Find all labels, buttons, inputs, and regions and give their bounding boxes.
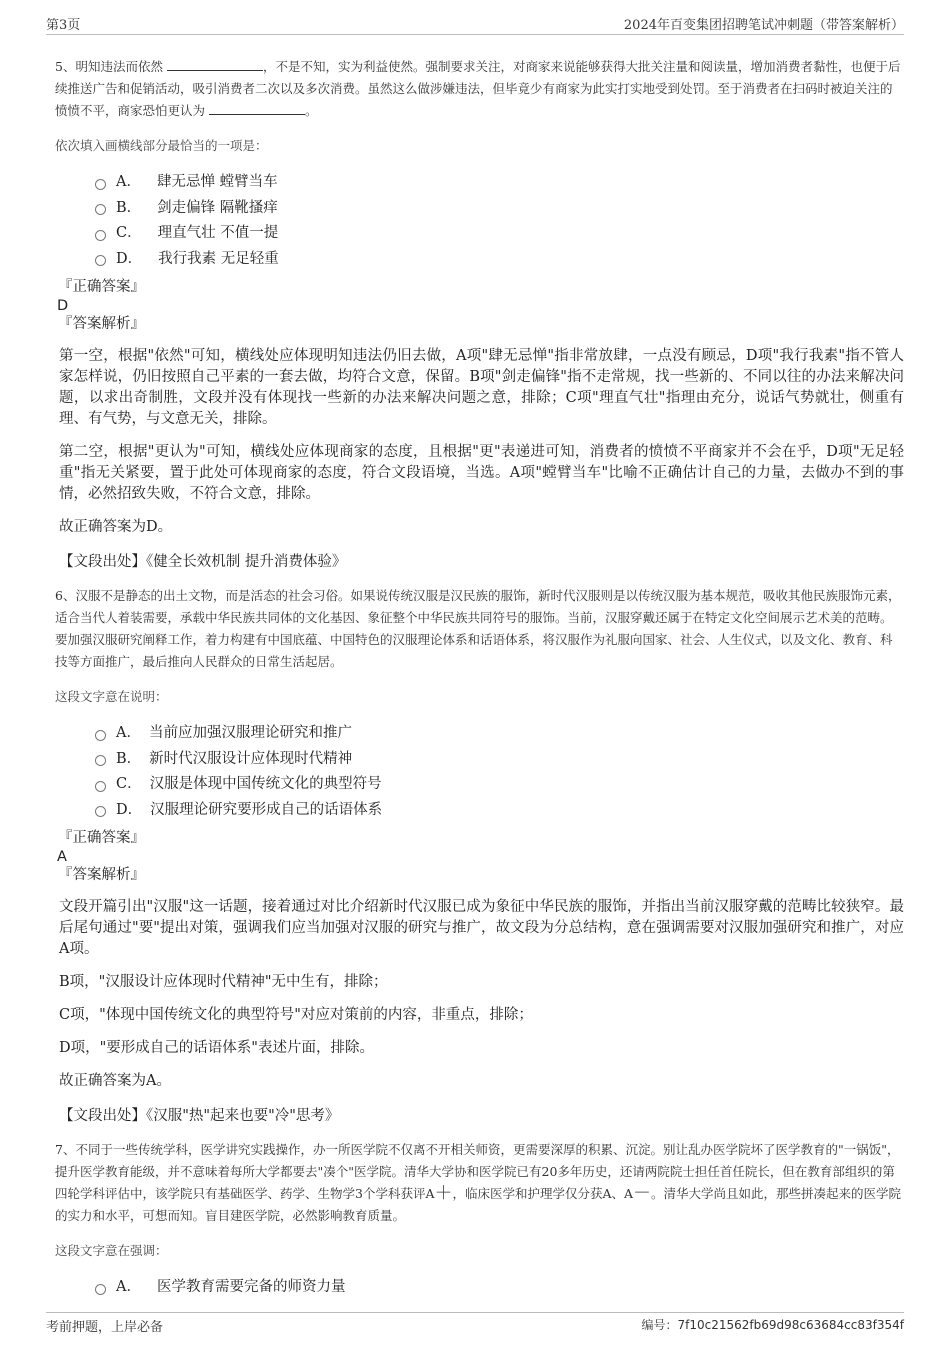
page-footer — [46, 1312, 904, 1339]
radio-button[interactable] — [95, 730, 106, 741]
question-7 — [55, 1139, 904, 1301]
analysis-conclusion: 故正确答案为A。 — [59, 1073, 171, 1089]
radio-button[interactable] — [95, 255, 106, 266]
blank-line — [167, 58, 263, 71]
radio-button[interactable] — [95, 204, 106, 215]
question-6 — [55, 585, 904, 1127]
analysis-paragraph: 文段开篇引出"汉服"这一话题，接着通过对比介绍新时代汉服已成为象征中华民族的服饰，并指出当前汉服穿戴的范畴比较狭窄。最后尾句通过"要"提出对策，强调我们应当加强对汉服的研究与推广，故文段为分总结构，意在强调需要对汉服加强研究和推广，对应A项。 — [59, 899, 904, 957]
option-a[interactable]: A． 肆无忌惮 螳臂当车 — [95, 170, 904, 196]
option-list — [95, 721, 904, 823]
radio-button[interactable] — [95, 179, 106, 190]
page-header — [46, 10, 904, 35]
option-b[interactable]: B． 新时代汉服设计应体现时代精神 — [95, 747, 904, 773]
option-list — [95, 1275, 904, 1301]
radio-button[interactable] — [95, 806, 106, 817]
page-content — [55, 56, 904, 1307]
answer-tag: 『正确答案』 — [58, 279, 145, 295]
question-prompt: 这段文字意在说明： — [55, 689, 168, 704]
option-list — [95, 170, 904, 272]
question-stem: 5、明知违法而依然 ，不是不知，实为利益使然。强制要求关注，对商家来说能够获得大批关注量和阅读量，增加消费者黏性，也便于后续推送广告和促销活动，吸引消费者二次以及多次消费。虽然这么做涉嫌违法，但毕竟少有商家为此实打实地受到处罚。至于消费者在扫码时被迫关注的愤愤不平，商家恐怕更认为 。 — [55, 59, 901, 118]
analysis-paragraph: C项，"体现中国传统文化的典型符号"对应对策前的内容，非重点，排除； — [59, 1007, 533, 1023]
footer-slogan: 考前押题，上岸必备 — [46, 1320, 164, 1335]
option-b[interactable]: B． 剑走偏锋 隔靴搔痒 — [95, 196, 904, 222]
question-prompt: 这段文字意在强调： — [55, 1243, 168, 1258]
analysis-paragraph: B项，"汉服设计应体现时代精神"无中生有，排除； — [59, 974, 388, 990]
document-title: 2024年百变集团招聘笔试冲刺题（带答案解析） — [623, 18, 904, 33]
analysis-paragraph: D项，"要形成自己的话语体系"表述片面，排除。 — [59, 1040, 374, 1056]
analysis-tag: 『答案解析』 — [58, 316, 145, 332]
analysis-conclusion: 故正确答案为D。 — [59, 519, 173, 535]
answer-tag: 『正确答案』 — [58, 830, 145, 846]
analysis-paragraph: 第一空，根据"依然"可知，横线处应体现明知违法仍旧去做，A项"肆无忌惮"指非常放肆，一点没有顾忌，D项"我行我素"指不管人家怎样说，仍旧按照自己平素的一套去做，均符合文意，保留。B项"剑走偏锋"指不走常规，找一些新的、不同以往的办法来解决问题，以求出奇制胜，文段并没有体现找一些新的办法来解决问题之意，排除；C项"理直气壮"指理由充分，说话气势就壮，侧重有理、有气势，与文意无关，排除。 — [59, 348, 904, 427]
question-prompt: 依次填入画横线部分最恰当的一项是： — [55, 138, 268, 153]
option-c[interactable]: C． 汉服是体现中国传统文化的典型符号 — [95, 772, 904, 798]
option-d[interactable]: D． 我行我素 无足轻重 — [95, 247, 904, 273]
radio-button[interactable] — [95, 781, 106, 792]
radio-button[interactable] — [95, 1284, 106, 1295]
option-a[interactable]: A． 医学教育需要完备的师资力量 — [95, 1275, 904, 1301]
document-id: 编号：7f10c21562fb69d98c63684cc83f354f — [641, 1318, 904, 1332]
page-number: 第3页 — [46, 18, 81, 33]
question-stem: 6、汉服不是静态的出土文物，而是活态的社会习俗。如果说传统汉服是汉民族的服饰，新时代汉服则是以传统汉服为基本规范，吸收其他民族服饰元素，适合当代人着装需要，承载中华民族共同体的文化基因、象征整个中华民族共同符号的服饰。当前，汉服穿戴还属于在特定文化空间展示艺术美的范畴。要加强汉服研究阐释工作，着力构建有中国底蕴、中国特色的汉服理论体系和话语体系，将汉服作为礼服向国家、社会、人生仪式，以及文化、教育、科技等方面推广，最后推向人民群众的日常生活起居。 — [55, 588, 901, 669]
radio-button[interactable] — [95, 230, 106, 241]
option-c[interactable]: C． 理直气壮 不值一提 — [95, 221, 904, 247]
analysis-paragraph: 第二空，根据"更认为"可知，横线处应体现商家的态度，且根据"更"表递进可知，消费者的愤愤不平商家并不会在乎，D项"无足轻重"指无关紧要，置于此处可体现商家的态度，符合文段语境，当选。A项"螳臂当车"比喻不正确估计自己的力量，去做办不到的事情，必然招致失败，不符合文意，排除。 — [59, 444, 904, 502]
grade-plus-sign: ＋ — [434, 1183, 453, 1204]
grade-minus-sign: － — [633, 1183, 652, 1204]
option-a[interactable]: A． 当前应加强汉服理论研究和推广 — [95, 721, 904, 747]
correct-answer: D — [57, 298, 69, 314]
question-5 — [55, 56, 904, 573]
radio-button[interactable] — [95, 755, 106, 766]
question-stem: 7、不同于一些传统学科，医学讲究实践操作，办一所医学院不仅离不开相关师资，更需要深厚的积累、沉淀。别让乱办医学院坏了医学教育的"一锅饭"，提升医学教育能级，并不意味着每所大学都要去"凑个"医学院。清华大学协和医学院已有20多年历史，还请两院院士担任首任院长，但在教育部组织的第四轮学科评估中，该学院只有基础医学、药学、生物学3个学科获评A＋，临床医学和护理学仅分获A、A－。清华大学尚且如此，那些拼凑起来的医学院的实力和水平，可想而知。盲目建医学院，必然影响教育质量。 — [55, 1142, 902, 1223]
source-citation: 【文段出处】《健全长效机制 提升消费体验》 — [59, 554, 347, 570]
analysis-tag: 『答案解析』 — [58, 867, 145, 883]
source-citation: 【文段出处】《汉服"热"起来也要"冷"思考》 — [59, 1108, 340, 1124]
correct-answer: A — [57, 849, 67, 865]
blank-line — [209, 102, 305, 115]
option-d[interactable]: D． 汉服理论研究要形成自己的话语体系 — [95, 798, 904, 824]
